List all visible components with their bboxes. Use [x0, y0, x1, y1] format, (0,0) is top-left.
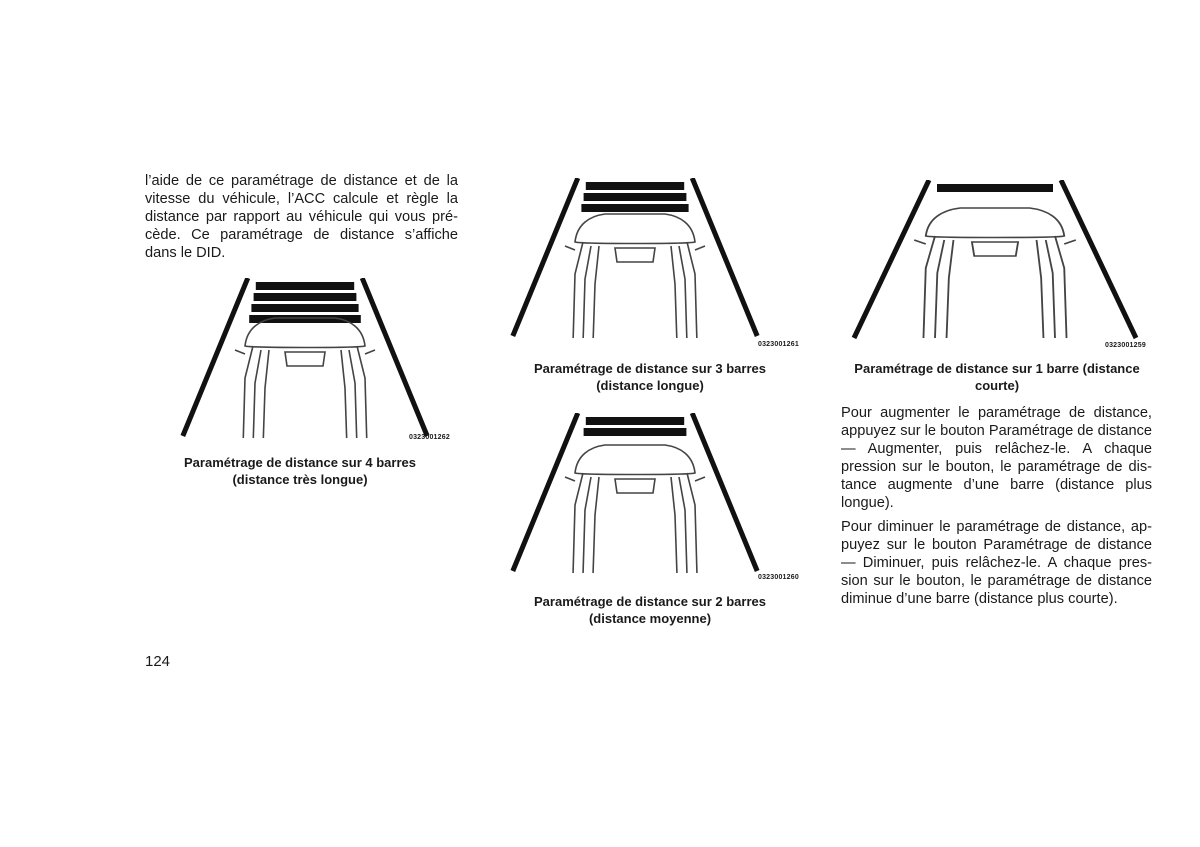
caption-line: Paramétrage de distance sur 4 barres	[184, 455, 416, 470]
distance-bar	[249, 315, 361, 323]
figure-3-bars	[505, 178, 765, 338]
distance-bar	[584, 428, 687, 436]
caption-line: (distance moyenne)	[588, 610, 712, 626]
car-pillars	[593, 246, 677, 338]
figure-caption	[510, 594, 790, 627]
distance-1-bar-illustration	[845, 180, 1145, 340]
car-rear-window	[615, 248, 655, 262]
road-right-edge	[362, 278, 427, 436]
distance-bar	[586, 417, 684, 425]
road-left-edge	[854, 180, 929, 338]
distance-bar	[251, 304, 358, 312]
road-left-edge	[513, 413, 578, 571]
decrease-paragraph: Pour diminuer le paramétrage de distance, appuyez sur le bouton Paramétrage de distance — Diminuer, puis relâchez-le. A chaque pression sur le bouton, le paramétrage de distance diminue d’une barre (distance plus courte).	[841, 519, 1152, 607]
figure-code: 0323001261	[758, 341, 799, 348]
figure-4-bars	[175, 278, 435, 438]
caption-line: (distance longue)	[596, 377, 704, 393]
car-pillars	[263, 350, 347, 438]
car-rear-window	[972, 242, 1018, 256]
road-left-edge	[183, 278, 248, 436]
distance-4-bars-illustration	[175, 278, 435, 438]
car-outline	[565, 445, 705, 573]
car-roof	[575, 214, 695, 244]
car-pillars	[947, 240, 1044, 338]
distance-bar	[254, 293, 357, 301]
distance-bar	[586, 182, 684, 190]
figure-code: 0323001259	[1105, 342, 1146, 349]
car-outline	[914, 208, 1076, 338]
car-body-sides	[573, 473, 697, 573]
car-pillars	[593, 477, 677, 573]
distance-bar	[256, 282, 354, 290]
car-outline	[235, 318, 375, 438]
car-body-inner	[253, 350, 357, 438]
caption-line: Paramétrage de distance sur 1 barre (distance	[854, 361, 1140, 376]
road-right-edge	[692, 413, 757, 571]
road-right-edge	[692, 178, 757, 336]
car-body-sides	[923, 236, 1066, 338]
caption-line: (distance très longue)	[232, 471, 368, 487]
distance-bar	[937, 184, 1053, 192]
car-roof	[575, 445, 695, 475]
distance-bar	[584, 193, 687, 201]
car-body-inner	[935, 240, 1055, 338]
figure-caption	[510, 361, 790, 394]
caption-line: courte)	[974, 377, 1020, 393]
distance-bar	[581, 204, 688, 212]
car-rear-window	[285, 352, 325, 366]
figure-code: 0323001260	[758, 574, 799, 581]
car-body-sides	[243, 346, 367, 438]
car-body-inner	[583, 246, 687, 338]
caption-line: Paramétrage de distance sur 3 barres	[534, 361, 766, 376]
road-left-edge	[513, 178, 578, 336]
distance-2-bars-illustration	[505, 413, 765, 573]
page-number: 124	[145, 653, 171, 670]
car-roof	[926, 208, 1064, 238]
caption-line: Paramétrage de distance sur 2 barres	[534, 594, 766, 609]
distance-3-bars-illustration	[505, 178, 765, 338]
figure-2-bars	[505, 413, 765, 573]
figure-code: 0323001262	[409, 434, 450, 441]
intro-paragraph: l’aide de ce paramétrage de distance et de la vitesse du véhicule, l’ACC calcule et règle la distance par rapport au véhicule qui vous précède. Ce paramétrage de distance s’affiche dans le DID.	[145, 173, 458, 261]
car-body-sides	[573, 242, 697, 338]
increase-paragraph: Pour augmenter le paramétrage de distance, appuyez sur le bouton Paramétrage de distance — Augmenter, puis relâchez-le. A chaque pression sur le bouton, le paramétrage de distance augmente d’une barre (distance plus longue).	[841, 405, 1152, 511]
road-right-edge	[1061, 180, 1136, 338]
car-outline	[565, 214, 705, 338]
figure-caption	[150, 455, 450, 488]
figure-1-bar	[845, 180, 1145, 340]
car-rear-window	[615, 479, 655, 493]
figure-caption	[838, 361, 1156, 394]
car-body-inner	[583, 477, 687, 573]
